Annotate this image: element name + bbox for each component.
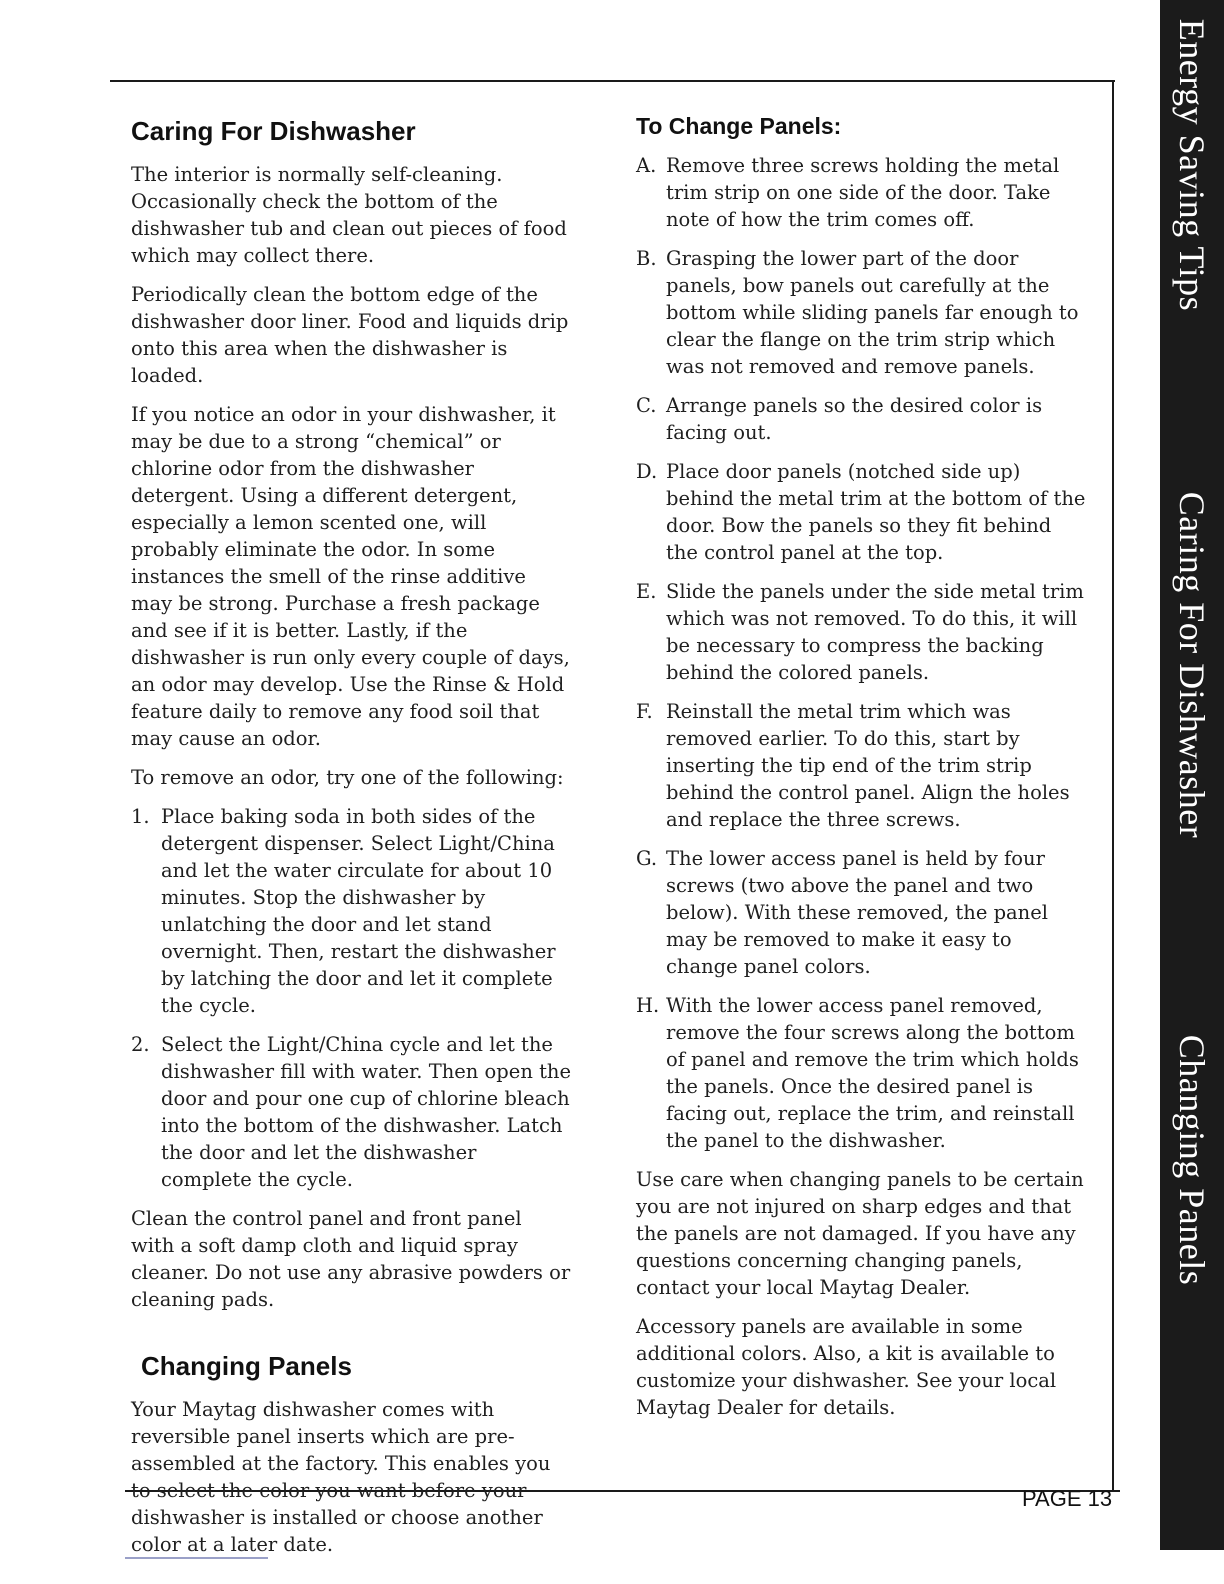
paragraph: To remove an odor, try one of the following: [131, 766, 564, 789]
right-column [636, 113, 1086, 1433]
step-marker: F. [636, 700, 653, 723]
paragraph: If you notice an odor in your dishwasher, it may be due to a strong “chemical” or chlorine odor from the dishwasher detergent. Using a different detergent, especially a lemon scented one, will probably eliminate the odor. In some instances the smell of the rinse additive may be strong. Purchase a fresh package and see if it is better. Lastly, if the dishwasher is run only every couple of days, an odor may develop. Use the Rinse & Hold feature daily to remove any food soil that may cause an odor. [131, 403, 570, 750]
step-text: With the lower access panel removed, remove the four screws along the bottom of panel and remove the trim which holds the panels. Once the desired panel is facing out, replace the trim, and reinstall the panel to the dishwasher. [666, 994, 1079, 1152]
top-rule [110, 80, 1115, 82]
caring-heading: Caring For Dishwasher [131, 116, 416, 146]
step-item [636, 698, 1086, 833]
step-text: Reinstall the metal trim which was removed earlier. To do this, start by inserting the tip end of the trim strip behind the control panel. Align the holes and replace the three screws. [666, 700, 1070, 831]
step-item [636, 392, 1086, 446]
step-text: Arrange panels so the desired color is facing out. [666, 394, 1043, 444]
step-marker: D. [636, 460, 658, 483]
step-text: Remove three screws holding the metal trim strip on one side of the door. Take note of how the trim comes off. [666, 154, 1060, 231]
step-marker: G. [636, 847, 658, 870]
step-text: The lower access panel is held by four screws (two above the panel and two below). With these removed, the panel may be removed to make it easy to change panel colors. [666, 847, 1049, 978]
step-marker: B. [636, 247, 657, 270]
step-text: Grasping the lower part of the door panels, bow panels out carefully at the bottom while sliding panels far enough to clear the flange on the trim strip which was not removed and remove panels. [666, 247, 1079, 378]
step-text: Place door panels (notched side up) behind the metal trim at the bottom of the door. Bow the panels so they fit behind the control panel at the top. [666, 460, 1086, 564]
page-number: PAGE 13 [1022, 1486, 1113, 1511]
step-marker: A. [636, 154, 657, 177]
step-marker: C. [636, 394, 657, 417]
step-marker: H. [636, 994, 660, 1017]
tab-energy-saving-tips[interactable]: Energy Saving Tips [1172, 18, 1212, 312]
step-item [636, 992, 1086, 1154]
paragraph: Clean the control panel and front panel with a soft damp cloth and liquid spray cleaner. Do not use any abrasive powders or cleaning pads. [131, 1207, 571, 1311]
right-rule [1112, 80, 1114, 1490]
step-item [636, 245, 1086, 380]
step-item [636, 152, 1086, 233]
step-item [636, 845, 1086, 980]
paragraph: Periodically clean the bottom edge of the dishwasher door liner. Food and liquids drip onto this area when the dishwasher is loaded. [131, 283, 569, 387]
list-item [131, 1031, 571, 1193]
list-text: Place baking soda in both sides of the detergent dispenser. Select Light/China and let the water circulate for about 10 minutes. Stop the dishwasher by unlatching the door and let stand overnight. Then, restart the dishwasher by latching the door and let it complete the cycle. [161, 805, 556, 1017]
paragraph: The interior is normally self-cleaning. Occasionally check the bottom of the dishwasher tub and clean out pieces of food which may collect there. [131, 163, 567, 267]
left-column [131, 118, 571, 1570]
section-tab-bar [1160, 0, 1224, 1550]
paragraph: Your Maytag dishwasher comes with reversible panel inserts which are pre-assembled at the factory. This enables you to select the color you want before your dishwasher is installed or choose another color at a later date. [131, 1398, 551, 1556]
paragraph: Use care when changing panels to be certain you are not injured on sharp edges and that the panels are not damaged. If you have any questions concerning changing panels, contact your local Maytag Dealer. [636, 1168, 1084, 1299]
list-text: Select the Light/China cycle and let the dishwasher fill with water. Then open the door and pour one cup of chlorine bleach into the bottom of the dishwasher. Latch the door and let the dishwasher complete the cycle. [161, 1033, 572, 1191]
changing-panels-heading: Changing Panels [141, 1351, 352, 1381]
list-marker: 1. [131, 805, 150, 828]
list-item [131, 803, 571, 1019]
paragraph: Accessory panels are available in some additional colors. Also, a kit is available to customize your dishwasher. See your local Maytag Dealer for details. [636, 1315, 1057, 1419]
step-item [636, 578, 1086, 686]
list-marker: 2. [131, 1033, 150, 1056]
step-text: Slide the panels under the side metal trim which was not removed. To do this, it will be necessary to compress the backing behind the colored panels. [666, 580, 1084, 684]
tab-caring-for-dishwasher[interactable]: Caring For Dishwasher [1172, 491, 1213, 839]
to-change-panels-heading: To Change Panels: [636, 113, 842, 139]
step-item [636, 458, 1086, 566]
step-marker: E. [636, 580, 657, 603]
tab-changing-panels[interactable]: Changing Panels [1172, 1034, 1213, 1286]
